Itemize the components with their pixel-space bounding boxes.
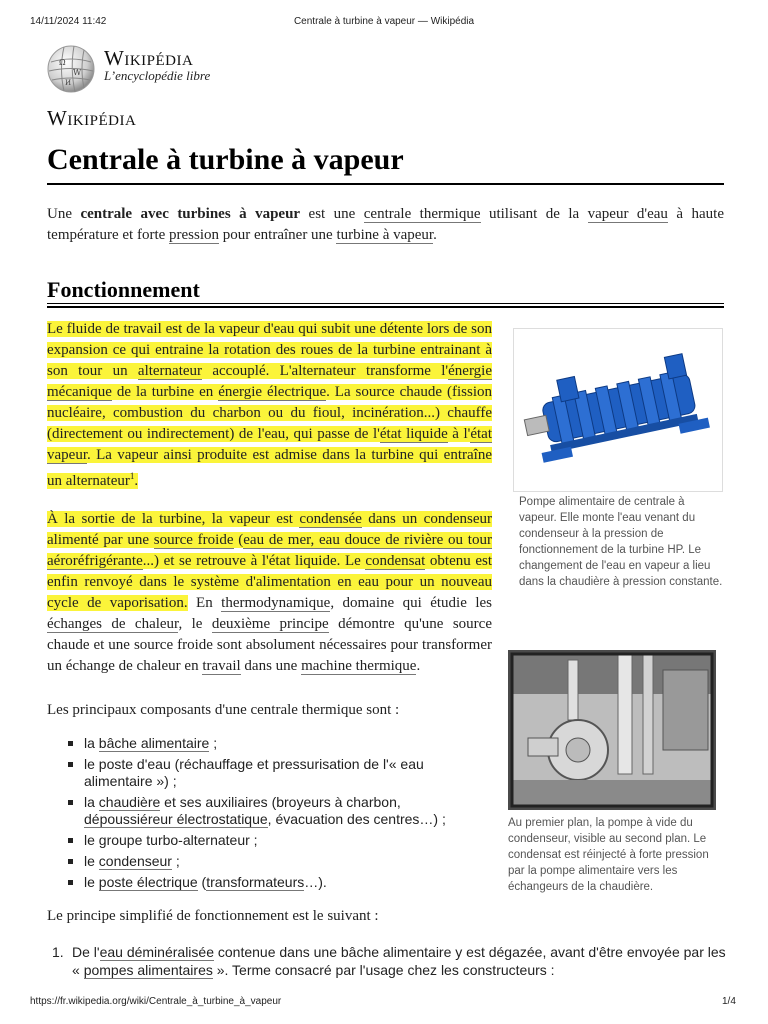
link-deuxieme-principe[interactable]: deuxième principe [211, 616, 329, 632]
link-pression[interactable]: pression [169, 227, 220, 243]
section-heading-fonctionnement: Fonctionnement [47, 277, 200, 302]
link-condenseur[interactable]: condenseur [98, 853, 172, 869]
principle-intro: Le principe simplifié de fonctionnement est le suivant : [47, 908, 379, 924]
link-transformateurs[interactable]: transformateurs [206, 874, 305, 890]
svg-text:И: И [65, 79, 72, 87]
paragraph-fonctionnement-2: À la sortie de la turbine, la vapeur est condensée dans un condenseur alimenté par une source froide (eau de mer, eau douce de rivière ou tour aéroréfrigérante...) et se retrouve à l'état liquide. Le condensat obtenu est enfin renvoyé dans le système d'alimentation en eau pour un nouveau cycle de vaporisation. En thermodynamique, domaine qui étudie les échanges de chaleur, le deuxième principe démontre qu'une source chaude et une source froide sont absolument nécessaires pour transformer un échange de chaleur en travail dans une machine thermique. [47, 511, 492, 674]
figure-pump-image[interactable] [513, 328, 723, 492]
link-alternateur[interactable]: alternateur [137, 363, 203, 379]
print-doc-title: Centrale à turbine à vapeur — Wikipédia [293, 16, 475, 27]
list-item: le groupe turbo-alternateur ; [64, 832, 464, 849]
figure1-caption: Pompe alimentaire de centrale à vapeur. Elle monte l'eau venant du condenseur à la pression de fonctionnement de la turbine HP. Le changement de l'eau en vapeur a lieu dans la chaudière à pression constante. [519, 496, 723, 588]
bold-term: centrale avec turbines à vapeur [80, 206, 301, 222]
link-condensee[interactable]: condensée [299, 511, 362, 527]
wikipedia-wordmark: Wikipédia [47, 106, 137, 130]
feed-pump-illustration [514, 329, 722, 491]
print-url: https://fr.wikipedia.org/wiki/Centrale_à_turbine_à_vapeur [30, 996, 282, 1007]
components-list [64, 735, 464, 895]
step-number: 1. [52, 944, 64, 960]
print-page-number: 1/4 [722, 996, 736, 1007]
list-item: le poste d'eau (réchauffage et pressurisation de l'« eau alimentaire ») ; [64, 756, 464, 790]
puzzle-globe-icon [46, 44, 96, 94]
paragraph-fonctionnement-1: Le fluide de travail est de la vapeur d'eau qui subit une détente lors de son expansion ce qui entraine la rotation des roues de la turbine entrainant à son tour un alternateur accouplé. L'alternateur transforme l'énergie mécanique de la turbine en énergie électrique. La source chaude (fission nucléaire, combustion du charbon ou du fioul, incinération...) chauffe (directement ou indirectement) de l'eau, qui passe de l'état liquide à l'état vapeur. La vapeur ainsi produite est admise dans la turbine qui entraîne un alternateur$^1$. [47, 321, 493, 489]
link-echanges-de-chaleur[interactable]: échanges de chaleur [47, 616, 179, 632]
link-thermodynamique[interactable]: thermodynamique [221, 595, 331, 611]
link-turbine-a-vapeur[interactable]: turbine à vapeur [336, 227, 434, 243]
title-underline [47, 183, 724, 185]
components-intro: Les principaux composants d'une centrale thermique sont : [47, 702, 400, 718]
link-travail[interactable]: travail [202, 658, 241, 674]
logo-tagline: L’encyclopédie libre [104, 68, 211, 83]
figure-condenser-photo[interactable] [508, 650, 716, 810]
link-condensat[interactable]: condensat [365, 553, 426, 569]
link-machine-thermique[interactable]: machine thermique [301, 658, 417, 674]
link-eau-demineralisee[interactable]: eau déminéralisée [99, 944, 214, 960]
link-bache-alimentaire[interactable]: bâche alimentaire [98, 735, 210, 751]
link-centrale-thermique[interactable]: centrale thermique [363, 206, 481, 222]
list-item: 1. De l'eau déminéralisée contenue dans une bâche alimentaire y est dégazée, avant d'être envoyée par les « pompes alimentaires ». Terme consacré par l'usage chez les constructeurs : [52, 944, 726, 978]
condenser-room-photo [508, 650, 716, 810]
section-rule-thick [47, 306, 724, 308]
list-item: la chaudière et ses auxiliaires (broyeurs à charbon, dépoussiéreur électrostatique, évacuation des centres…) ; [64, 794, 464, 828]
link-etat-vapeur[interactable]: état vapeur [47, 426, 493, 463]
link-pompes-alimentaires[interactable]: pompes alimentaires [83, 962, 213, 978]
list-item: le poste électrique (transformateurs…). [64, 874, 464, 891]
svg-text:Ω: Ω [59, 58, 66, 67]
footnote-ref-1[interactable]: 1 [129, 471, 135, 481]
link-eau-de-mer[interactable]: eau de mer, eau douce de rivière ou tour aéroréfrigérante [47, 532, 492, 569]
link-depoussiereur[interactable]: dépoussiéreur électrostatique [84, 811, 268, 827]
link-vapeur-eau[interactable]: vapeur d'eau [587, 206, 668, 222]
logo-wordmark[interactable]: Wikipédia [104, 46, 194, 70]
wikipedia-globe-logo[interactable] [46, 44, 96, 94]
link-chaudiere[interactable]: chaudière [98, 794, 161, 810]
section-rule [47, 303, 724, 304]
link-source-froide[interactable]: source froide [153, 532, 234, 548]
print-datetime: 14/11/2024 11:42 [30, 16, 107, 27]
link-poste-electrique[interactable]: poste électrique [98, 874, 198, 890]
svg-text:W: W [73, 68, 82, 77]
link-energie-electrique[interactable]: énergie électrique [218, 384, 327, 400]
list-item: le condenseur ; [64, 853, 464, 870]
steps-list [52, 943, 732, 979]
figure2-caption: Au premier plan, la pompe à vide du condenseur, visible au second plan. Le condensat est réinjecté à forte pression par la pompe alimentaire vers les échangeurs de la chaudière. [508, 817, 709, 893]
intro-paragraph: Une centrale avec turbines à vapeur est une centrale thermique utilisant de la vapeur d'eau à haute température et forte pression pour entraîner une turbine à vapeur. [47, 206, 724, 243]
list-item: la bâche alimentaire ; [64, 735, 464, 752]
link-energie-mecanique[interactable]: énergie mécanique [47, 363, 492, 400]
page-title: Centrale à turbine à vapeur [47, 143, 404, 176]
link-etat-liquide[interactable]: état liquide [379, 426, 448, 442]
